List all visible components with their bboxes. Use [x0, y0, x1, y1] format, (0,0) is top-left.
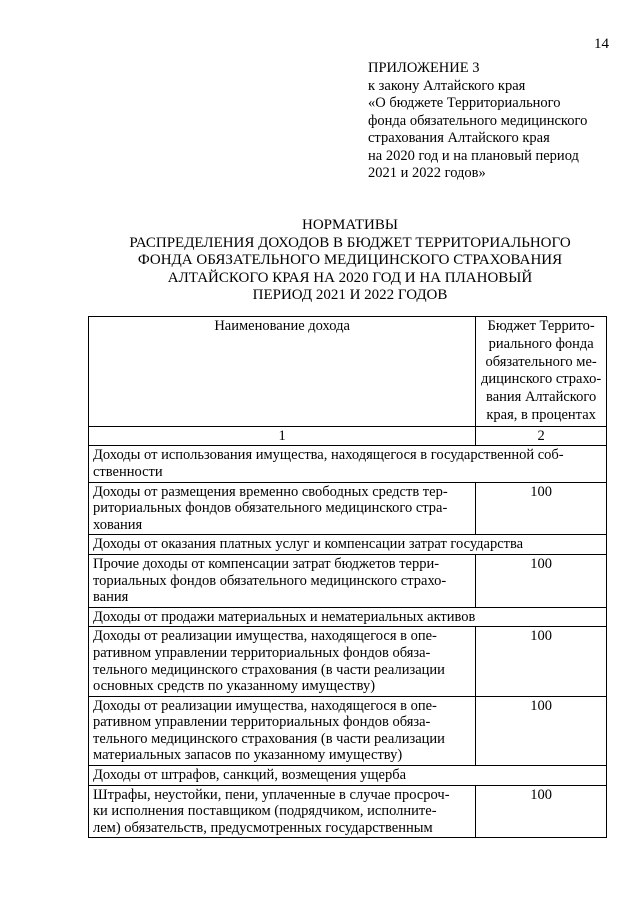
section-title-cell	[89, 766, 607, 786]
norm-value-cell: 100	[476, 627, 607, 696]
text-line: Прочие доходы от компенсации затрат бюджетов терри-	[93, 555, 440, 572]
title-line: АЛТАЙСКОГО КРАЯ НА 2020 ГОД И НА ПЛАНОВЫЙ	[167, 269, 533, 286]
appendix-line: «О бюджете Территориального	[368, 95, 561, 111]
section-title-cell	[89, 535, 607, 555]
text-line: основных средств по указанному имуществу)	[93, 678, 376, 695]
text-line: Доходы от штрафов, санкций, возмещения ущерба	[93, 767, 407, 784]
appendix-line: 2021 и 2022 годов»	[368, 165, 486, 181]
text-line: Доходы от использования имущества, находящегося в государственной соб-	[93, 447, 564, 464]
income-name-cell	[89, 627, 476, 696]
header-budget-cell	[476, 317, 607, 427]
text-line: Доходы от размещения временно свободных средств тер-	[93, 483, 448, 500]
text-line: Доходы от оказания платных услуг и компенсации затрат государства	[93, 536, 524, 553]
text-line: тельного медицинского страхования (в части реализации	[93, 661, 445, 678]
title-line: НОРМАТИВЫ	[302, 217, 398, 233]
income-name-cell	[89, 696, 476, 765]
appendix-line: к закону Алтайского края	[368, 77, 526, 94]
title-line: ФОНДА ОБЯЗАТЕЛЬНОГО МЕДИЦИНСКОГО СТРАХОВАНИЯ	[137, 252, 563, 268]
income-row	[89, 696, 607, 765]
text-line: Доходы от реализации имущества, находящегося в опе-	[93, 697, 437, 714]
appendix-header	[368, 60, 587, 183]
section-row	[89, 535, 607, 555]
appendix-line: на 2020 год и на плановый период	[368, 147, 579, 164]
header-budget-line: Бюджет Террито-	[487, 318, 595, 334]
text-line: ративном управлении территориальных фондов обяза-	[93, 644, 431, 661]
appendix-line: фонда обязательного медицинского	[368, 112, 588, 129]
header-budget-line: обязательного ме-	[485, 353, 597, 370]
text-line: ративном управлении территориальных фондов обяза-	[93, 714, 431, 731]
appendix-line: ПРИЛОЖЕНИЕ 3	[368, 60, 480, 76]
norm-value-cell: 100	[476, 785, 607, 838]
income-name-cell	[89, 554, 476, 607]
text-line: риториальных фондов обязательного медицинского стра-	[93, 500, 448, 517]
header-budget-line: вания Алтайского	[486, 389, 597, 406]
norms-table	[88, 316, 607, 838]
text-line: лем) обязательств, предусмотренных государственным	[93, 819, 433, 836]
section-title-cell	[89, 607, 607, 627]
income-row	[89, 785, 607, 838]
income-row	[89, 627, 607, 696]
norm-value-cell: 100	[476, 696, 607, 765]
section-title-cell	[89, 446, 607, 482]
document-title	[60, 217, 640, 305]
header-budget-line: риального фонда	[488, 335, 594, 352]
text-line: ки исполнения поставщиком (подрядчиком, исполните-	[93, 803, 437, 820]
text-line: ториальных фондов обязательного медицинского страхо-	[93, 572, 447, 589]
text-line: тельного медицинского страхования (в части реализации	[93, 730, 445, 747]
income-name-cell	[89, 482, 476, 535]
text-line: Доходы от продажи материальных и нематериальных активов	[93, 608, 476, 625]
table-header-row	[89, 317, 607, 427]
column-number-cell: 1	[89, 426, 476, 446]
header-budget-line: дицинского страхо-	[480, 371, 602, 388]
page-number: 14	[594, 36, 609, 52]
text-line: ственности	[93, 463, 163, 480]
title-line: ПЕРИОД 2021 И 2022 ГОДОВ	[252, 287, 448, 303]
header-budget-line: края, в процентах	[486, 406, 596, 423]
section-row	[89, 766, 607, 786]
text-line: вания	[93, 589, 129, 606]
text-line: хования	[93, 516, 143, 533]
norm-value-cell: 100	[476, 482, 607, 535]
income-row	[89, 482, 607, 535]
text-line: Доходы от реализации имущества, находящегося в опе-	[93, 628, 437, 645]
title-line: РАСПРЕДЕЛЕНИЯ ДОХОДОВ В БЮДЖЕТ ТЕРРИТОРИАЛЬНОГО	[129, 234, 571, 251]
section-row	[89, 607, 607, 627]
text-line: Штрафы, неустойки, пени, уплаченные в случае просроч-	[93, 786, 450, 803]
income-row	[89, 554, 607, 607]
column-number-row	[89, 426, 607, 446]
income-name-cell	[89, 785, 476, 838]
header-name-cell: Наименование дохода	[89, 317, 476, 427]
column-number-cell: 2	[476, 426, 607, 446]
norm-value-cell: 100	[476, 554, 607, 607]
section-row	[89, 446, 607, 482]
appendix-line: страхования Алтайского края	[368, 130, 550, 146]
text-line: материальных запасов по указанному имуществу)	[93, 747, 403, 764]
